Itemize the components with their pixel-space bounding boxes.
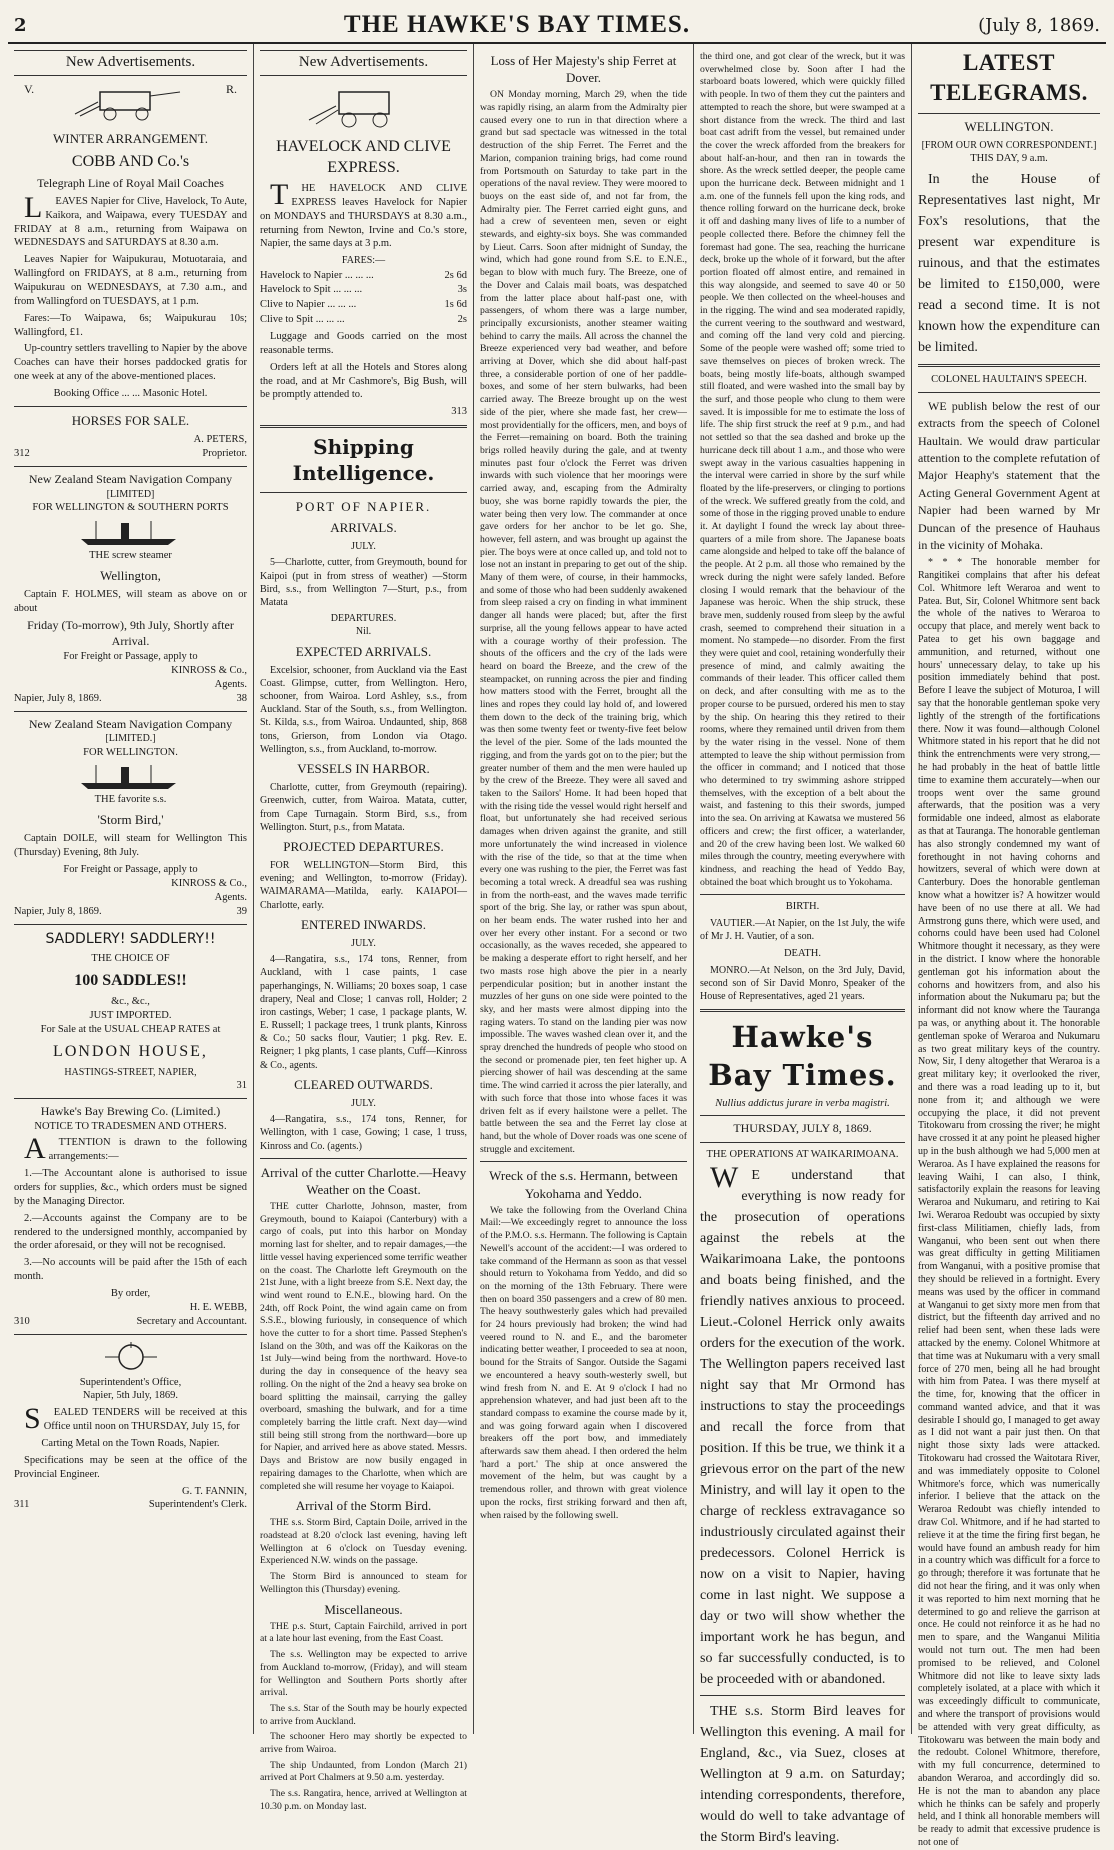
crest-letter-r: R. — [225, 81, 237, 96]
proprietor-label: Proprietor. — [202, 447, 247, 459]
kinross-2: KINROSS & Co., — [171, 877, 247, 889]
steamer-icon — [76, 761, 186, 791]
screw-steamer: THE screw steamer — [89, 549, 172, 561]
column-4 — [694, 44, 912, 1846]
storm-bird-text-2: The Storm Bird is announced to steam for Wellington this (Thursday) evening. — [260, 1571, 467, 1595]
masthead — [8, 8, 1106, 44]
crest-letter-v: V. — [24, 81, 35, 96]
harbor-list: Charlotte, cutter, from Greymouth (repairing). Greenwich, cutter, from Wairoa. Matata, cutter, from Cape Turnagain. Storm Bird, s.s., from Wellington. Sturt, p.s., from Matata. — [260, 782, 467, 833]
operations-editorial: WE understand that everything is now ready for the prosecution of operations against the rebels at the Waikarimoana Lake, the pontoons and boats being finished, and the friendly natives anxious to proceed. Lieut.-Colonel Herrick only awaits orders for the execution of the work. The Wellington papers received last night say that Mr Ormond has instructions to stay the proceedings and recall the force from that position. If this be true, we think it a grievous error on the part of the new Ministry, and will lay it open to the charge of reckless extravagance so industriously circulated against their predecessors. Colonel Herrick is now on a visit to Napier, having come in last night. We suppose a day or two will show whether the important work he has begun, and so far successfully conducted, is to be proceeded with or abandoned. — [700, 1161, 905, 1688]
column-2 — [254, 44, 474, 1812]
choice-of: THE CHOICE OF — [91, 953, 170, 965]
ad-number: 313 — [451, 406, 467, 418]
fare-row — [260, 313, 467, 327]
limited-2: [LIMITED.] — [105, 733, 156, 745]
section-header: New Advertisements. — [14, 50, 247, 76]
carting-metal: Carting Metal on the Town Roads, Napier. — [41, 1438, 220, 1450]
london-house: LONDON HOUSE, — [53, 1042, 208, 1060]
projected-heading: PROJECTED DEPARTURES. — [283, 838, 444, 854]
fare-route: Havelock to Napier ... ... ... — [260, 269, 374, 281]
ad-number: 38 — [236, 692, 247, 704]
napier-date-1: Napier, July 8, 1869. — [14, 692, 102, 704]
freight-1: For Freight or Passage, apply to — [63, 651, 198, 663]
death-notice: MONRO.—At Nelson, on the 3rd July, David, second son of Sir David Monro, Speaker of the House of Representatives, aged 21 years. — [700, 964, 905, 1002]
attention-notice: ATTENTION is drawn to the following arrangements:— — [24, 1132, 247, 1166]
wellington-heading: WELLINGTON. — [964, 118, 1054, 134]
hastings-street: HASTINGS-STREET, NAPIER, — [64, 1066, 197, 1078]
secretary-title: Secretary and Accountant. — [136, 1315, 247, 1327]
tenders-notice: SEALED TENDERS will be received at this Office until noon on THURSDAY, July 15, for — [24, 1402, 247, 1436]
hermann-title: Wreck of the s.s. Hermann, between Yokohama and Yeddo. — [489, 1168, 678, 1201]
inwards-list: 4—Rangatira, s.s., 174 tons, Renner, from Auckland, with 1 case paints, 1 case paperhangings, N. Williams; 20 boxes soap, 1 case drapery, Neal and Close; 1 canvas roll, Holder; 2 iron castings, Weber; 1 case, 1 package plants, W. E. Russell; 1 package trees, 1 trunk plants, Kinross & Co.; 50 sacks flour, Vautier; 1 pkg. Rev. E. Reigner; 1 pkg plants, 1 case plants, Cuff—Kinross & Co., agents. — [260, 954, 467, 1071]
telegram-text: In the House of Representatives last night, Mr Fox's resolutions, that the present war expenditure is ruinous, and that the estimates be limited to £150,000, were read a second time. It is not known how the expenditure can be limited. — [918, 171, 1100, 355]
nzsn-company-1: New Zealand Steam Navigation Company — [28, 471, 233, 486]
specifications: Specifications may be seen at the office of the Provincial Engineer. — [14, 1454, 247, 1480]
ad-number: 312 — [14, 447, 30, 459]
havelock-title: HAVELOCK AND CLIVE EXPRESS. — [276, 137, 451, 176]
outwards-list: 4—Rangatira, s.s., 174 tons, Renner, for Wellington, with 1 case, Gowing; 1 case, 1 truss, Kinross and Co. (agents.) — [260, 1114, 467, 1152]
cobb-settlers: Up-country settlers travelling to Napier by the above Coaches can have their horses paddocked gratis for one week at any of the above-mentioned places. — [14, 343, 247, 383]
superintendent-office: Superintendent's Office, — [79, 1376, 182, 1388]
doile-notice: Captain DOILE, will steam for Wellington This (Thursday) Evening, 8th July. — [14, 833, 247, 859]
favorite-ss: THE favorite s.s. — [94, 794, 167, 806]
harbor-heading: VESSELS IN HARBOR. — [297, 760, 430, 776]
horses-for-sale: HORSES FOR SALE. — [71, 412, 190, 428]
misc-item: The s.s. Rangatira, hence, arrived at Wellington at 10.30 p.m. on Monday last. — [260, 1788, 467, 1812]
agents-2: Agents. — [214, 891, 247, 903]
crest-icon — [101, 1340, 161, 1374]
ad-number: 31 — [236, 1079, 247, 1091]
limited-1: [LIMITED] — [106, 488, 155, 500]
operations-title: THE OPERATIONS AT WAIKARIMOANA. — [706, 1149, 899, 1161]
superintendent-date: Napier, 5th July, 1869. — [82, 1390, 179, 1402]
etc-text: &c., &c., — [111, 995, 150, 1007]
misc-item: THE p.s. Sturt, Captain Fairchild, arrived in port at a late hour last evening, from the East Coast. — [260, 1620, 467, 1645]
expected-heading: EXPECTED ARRIVALS. — [295, 643, 432, 659]
ferret-article: ON Monday morning, March 29, when the tide was rapidly rising, an alarm from the Admiralty pier caused every one to run in that direction where a grand but sad spectacle was witnessed in the total destruction of the ship Ferret. The Ferret and the Marion, companion training brigs, had come round from Portsmouth on Saturday to take part in the operations of the naval review. They were moored to buoys on the east side of, and not far from, the Admiralty pier. The Ferret carried eight guns, and had a crew of seventeen men, seven or eight stewards, and eighty-six boys. She was commanded by Lieut. Carrs. Soon after midnight of Sunday, the wind, which had gone round from S.E. to E.N.E., began to blow with much fury. The Breeze, one of the Dover and Calais mail boats, was despatched from the latter place about half-past one, with passengers, of whom there was a large number, principally excursionists, another steamer waiting behind to carry the mails. All across the channel the Breeze experienced very bad weather, and before arriving at Dover, which she did about half-past three, a considerable portion of one of her paddle-boxes, and some of her stern bulwarks, had been carried away. The Breeze brought up on the west side of the pier, where she made fast, her crew—most providentially for the officers, men, and boys of the Ferret—remaining on board. Both the training brigs rolled heavily during the gale, and at twenty minutes past four o'clock the Ferret was driven inwards with such violence that her moorings were carried away, and, escaping from the Admiralty buoy, she was borne rapidly towards the pier, the water being then very low. The commander at once gave orders for her anchor to be let go. She, however, fell astern, and was brought up against the pier. The boys were at once called up, and told not to lose not an instant in preparing to get out of the ship. Many of them were, of course, in their hammocks, and some of those who had been suddenly awakened from sleep raised a cry on finding in what imminent danger all hands were placed; but, after the first surprise, all the young fellows appear to have acted with a courage worthy of their profession. The shouts of the officers and the cry of the lads were heard on board the Breeze, and the crew of the steampacket, on running across the pier and finding how matters stood with the Ferret, brought all the lines and ropes they could lay hold of, and lowered them down to the deck of the training brig, which was then some twenty feet or twenty-five feet below the level of the pier. Some of the lads mounted the rigging, and from the yards got on to the pier; but the greater number of them and the men were hauled up by the crew of the Breeze. They were all saved and taken to the Sailors' Home. It had been hoped that with the rising tide the vessel would right herself and float, but unfortunately she had received serious damages when driven against the granite, and still more unfortunately the wind increased in violence with the rise of the tide, so that at the time when every one was rushing to the pier, the Ferret was fast becoming a total wreck. A dreadful sea was rushing in from the north-east, and the waves made terrific sport of the brig. She lay, or rather was spun about, on her beam ends. The water rushed into her and over her every other instant. For a second or two occasionally, as the waves receded, she appeared to be making a desperate effort to right herself, and her two masts rose high above the pier in a nearly perpendicular position; but in another instant the muzzles of her guns on one side were pointed to the sky, and her masts were almost dipping into the raging waters. To stand on the landing pier was now impossible. The waves washed clean over it, and the spray drenched the hundreds of people who stood on the second or promenade pier, ten feet higher up. A piercing shower of hail was descending at the same time. The wind carried it across the pier laterally, and with such force that those into whose faces it was driven felt as if every hailstone were a pellet. The battle between the sea and the Ferret lay close at hand, but the whole of Dover roads was one scene of struggle and excitement. — [480, 89, 687, 1155]
shipping-intelligence: Shipping Intelligence. — [292, 435, 435, 486]
arrangement-2: 2.—Accounts against the Company are to be rendered to the undersigned monthly, accompanied by the order aforesaid, or they will not be recognised. — [14, 1212, 247, 1252]
nzsn-company-2: New Zealand Steam Navigation Company — [28, 716, 233, 731]
notice-tradesmen: NOTICE TO TRADESMEN AND OTHERS. — [34, 1120, 227, 1132]
death-heading: DEATH. — [783, 947, 822, 959]
for-wellington-southern: FOR WELLINGTON & SOUTHERN PORTS — [32, 501, 229, 513]
departures-nil: Nil. — [355, 626, 372, 638]
charlotte-article: THE cutter Charlotte, Johnson, master, from Greymouth, bound to Kaiapoi (Canterbury) with a cargo of coals, put into this harbor on Monday morning last for shelter, and to repair damages,—the little vessel having experienced some terrific weather on the coast. The Charlotte left Greymouth on the 21st June, with a light breeze from S.E. Next day, the wind went round to E.N.E., blowing hard. On the 24th, off Rock Point, the wind again came on from S.S.E., blowing furiously, in consequence of which hove the cutter to for a short time. Passed Stephen's Island on the 30th, and was off the Kaikoras on the 1st July—wind being from the northward. Hove-to during the day in consequence of the heavy sea rolling. On the night of the 2nd a heavy sea broke on board splitting the mainsail, carrying the galley overboard, smashing the bulwark, and for a time completely barring the little craft. Next day—wind still being still strong from the northward—bore up for Napier, and arrived here as above stated. Messrs. Days and Bristow are now busily engaged in repairing damages to the Charlotte, when which are completed she will resume her voyage to Kaiapoi. — [260, 1201, 467, 1492]
misc-item: The schooner Hero may shortly be expected to arrive from Wairoa. — [260, 1731, 467, 1756]
column-5 — [912, 44, 1106, 1848]
saddles-count: 100 SADDLES!! — [74, 971, 187, 989]
freight-2: For Freight or Passage, apply to — [63, 864, 198, 876]
page-number: 2 — [14, 14, 27, 36]
fare-route: Havelock to Spit ... ... ... — [260, 284, 363, 296]
fares-title: FARES:— — [341, 255, 386, 267]
storm-bird-text-1: THE s.s. Storm Bird, Captain Doile, arrived in the roadstead at 8.20 o'clock last evening, having left Wellington at 6 o'clock on Tuesday evening. Experienced N.W. winds on the passage. — [260, 1517, 467, 1567]
saddlery-title: SADDLERY! SADDLERY!! — [45, 930, 216, 947]
birth-heading: BIRTH. — [785, 901, 820, 913]
clerk-title: Superintendent's Clerk. — [148, 1499, 247, 1511]
luggage-note: Luggage and Goods carried on the most reasonable terms. — [260, 330, 467, 356]
misc-item: The ship Undaunted, from London (March 21) arrived at Port Chalmers at 9.50 a.m. yesterday. — [260, 1759, 467, 1784]
newspaper-title: THE HAWKE'S BAY TIMES. — [343, 11, 691, 38]
arrivals-heading: ARRIVALS. — [330, 520, 397, 536]
fare-price: 2s 6d — [444, 269, 467, 281]
kinross-1: KINROSS & Co., — [171, 664, 247, 676]
royal-crest-row — [24, 82, 237, 126]
charlotte-title: Arrival of the cutter Charlotte.—Heavy Weather on the Coast. — [260, 1164, 467, 1197]
storm-bird-notice: THE s.s. Storm Bird leaves for Wellington this evening. A mail for England, &c., via Suez, closes at Wellington at 9 a.m. on Saturday; intending correspondents, therefore, would do well to take advantage of the Storm Bird's leaving. — [700, 1704, 905, 1846]
storm-bird-title: Arrival of the Storm Bird. — [295, 1498, 432, 1514]
section-header: New Advertisements. — [260, 50, 467, 76]
cobb-subtitle: Telegraph Line of Royal Mail Coaches — [37, 176, 224, 191]
coach-illustration-icon — [304, 82, 424, 132]
webb-name: H. E. WEBB, — [189, 1301, 247, 1313]
ad-number: 311 — [14, 1499, 30, 1511]
napier-date-2: Napier, July 8, 1869. — [14, 905, 102, 917]
booking-office: Booking Office ... ... Masonic Hotel. — [53, 388, 208, 400]
fannin-name: G. T. FANNIN, — [181, 1485, 247, 1497]
brewing-company: Hawke's Bay Brewing Co. (Limited.) — [40, 1103, 221, 1118]
speech-intro: WE publish below the rest of our extracts from the speech of Colonel Haultain. We would draw particular attention to the complete refutation of Major Heaphy's statement that the Acting General Government Agent at Napier had been warned by Mr Duncan of the presence of Hauhaus in the vicinity of Mohaka. — [918, 398, 1100, 552]
by-order: By order, — [110, 1288, 151, 1299]
latest-telegrams-title: LATEST TELEGRAMS. — [918, 48, 1100, 114]
paper-title: Hawke's Bay Times. — [708, 1020, 897, 1093]
birth-notice: VAUTIER.—At Napier, on the 1st July, the wife of Mr J. H. Vautier, of a son. — [700, 918, 905, 943]
fares-table — [260, 269, 467, 327]
fare-row — [260, 283, 467, 297]
fare-row — [260, 298, 467, 312]
friday-sailing: Friday (To-morrow), 9th July, Shortly after Arrival. — [27, 618, 234, 649]
fare-price: 1s 6d — [444, 299, 467, 311]
speech-title: COLONEL HAULTAIN'S SPEECH. — [931, 373, 1087, 385]
orders-note: Orders left at all the Hotels and Stores along the road, and at Mr Cashmore's, Big Bush, will be promptly attended to. — [260, 361, 467, 401]
fare-price: 2s — [457, 314, 467, 326]
july-label: JULY. — [351, 1097, 376, 1109]
this-day: THIS DAY, 9 a.m. — [970, 153, 1048, 165]
ad-number: 310 — [14, 1315, 30, 1327]
port-of-napier: PORT OF NAPIER. — [295, 498, 432, 514]
cobb-schedule-1: LEAVES Napier for Clive, Havelock, To Aute, Kaikora, and Waipawa, every TUESDAY and FRIDAY at 8 a.m., returning from Waipawa on WEDNESDAYS and SATURDAYS at 8.30 a.m. — [14, 190, 247, 249]
speech-text: * * * The honorable member for Rangitikei complains that after his defeat Col. Whitmore left Weraroa and went to Patea. But, Sir, Colonel Whitmore sent back the whole of the natives to Weraroa to occupy that place, and merely went back to Patea to get his own baggage and ammunition, and returned, without one hours' unnecessary delay, to take up his position immediately behind that post. Before I leave the subject of Moturoa, I will say that the honorable gentleman spoke very lightly of the strength of the fortifications there. Now it was found—although Colonel Whitmore stated in his report that he did not think the entrenchments were very strong,—he had probably in the heat of battle little time to examine them accurately—when our troops went over the same ground afterwards, that the position was a very formidable one indeed, almost as elaborate as that at Tauranga. The honorable gentleman has also strongly condemned my want of forethought in not having cohorns and howitzers, several of which were down at Canterbury. Does the honorable gentleman know what a howitzer is? A howitzer would have been of no use there at all. We had Armstrong guns there, which were used, and cohorns could have been used had Colonel Whitmore thought it necessary, as they were in the district. I know where the honorable gentleman got his information about the cohorns and howitzers from, and also his information about the Nukumaru pa; but the informant did not know where the Tauranga pa was, or anything about it. The honorable gentleman spoke of Weraroa and Nukumaru as two great military keys of the country. Now, Sir, I deny altogether that Weraroa is a great military key; it overlooked the river, and there was a road leading up to it, but none from it; and although we were occupying the place, it did not prevent Titokowaru from crossing the river; he might have crossed it at any point he pleased higher up in the bush although we had 5,000 men at Weraroa. As I have explained the reasons for leaving Waihi, I can also, I think, satisfactorily explain the reasons for leaving Weraroa and Nukumaru, and retiring to Kai Iwi. Weraroa Redoubt was occupied by sixty first-class Militiamen, chiefly lads, from Wanganui, who been sent out when there was great difficulty in getting Militiamen from Wanganui, with a positive promise that they should be relieved in a fortnight. Every means was used by the officer in command at Wanganui to get sixty more men from that district, but the fifteenth day arrived and no relief had been sent, when these lads were attacked by the enemy. Colonel Whitmore at that time was at Nukumaru with a very small force of 270 men, being all he had brought with him from Patea. I was there myself at the time, for, knowing that the officer in command wanted advice, and that it was desirable I should go, I managed to get away as I did not want a pair just then. On that night those sixty lads were attacked. Titokowaru had crossed the Waitotara River, and was immediately opposite to Colonel Whitmore's force, which was numerically inferior. I believe that the attack on the Weraroa Redoubt was chiefly intended to draw Col. Whitmore, and if he had started to relieve it at the time the firing first began, he would have found an ambush ready for him in a country which was difficult for a force to go through; therefore it was fortunate that he did not hear the firing, and it was only when it was reported to him next morning that he determined to go and relieve the garrison at once. He could not reinforce it as he had no men to spare, and the Wanganui Militia would not turn out. The men had been promised to be relieved, and Colonel Whitmore did not like to leave sixty lads completely isolated, at a place with which it was exceedingly difficult to communicate, and where the transport of provisions would be attended with very great difficulty, as Titokowaru was between the main body and the redoubt. Colonel Whitmore, therefore, with my full concurrence, determined to abandon Weraroa, and accordingly did so. He is not the man to abandon any place which he thinks can be safely and properly held, and I think all honorable members will be ready to admit that excessive prudence is not one of — [918, 557, 1100, 1848]
miscellaneous-title: Miscellaneous. — [324, 1601, 403, 1617]
agents-1: Agents. — [214, 678, 247, 690]
column-3 — [474, 44, 694, 1734]
just-imported: JUST IMPORTED. — [89, 1009, 172, 1021]
cobb-title: COBB AND Co.'s — [71, 152, 190, 170]
coach-illustration-icon — [70, 84, 190, 124]
ferret-title: Loss of Her Majesty's ship Ferret at Dover. — [490, 53, 677, 86]
cobb-schedule-2: Leaves Napier for Waipukurau, Motuotaraia, and Wallingford on FRIDAYS, at 8 a.m., returning from Waipukurau on WEDNESDAYS, at 7.30 a.m., and from Wallingford on TUESDAYS, at 1 p.m. — [14, 254, 247, 307]
for-wellington: FOR WELLINGTON. — [83, 746, 178, 758]
columns — [8, 44, 1106, 1848]
fare-row — [260, 269, 467, 283]
projected-list: FOR WELLINGTON—Storm Bird, this evening; and Wellington, to-morrow (Friday). WAIMARAMA—Matilda, early. KAIAPOI—Charlotte, early. — [260, 860, 467, 911]
column-1 — [8, 44, 254, 1734]
winter-arrangement: WINTER ARRANGEMENT. — [52, 130, 209, 146]
correspondent-label: [FROM OUR OWN CORRESPONDENT.] — [921, 139, 1097, 151]
cobb-fares: Fares:—To Waipawa, 6s; Waipukurau 10s; Wallingford, £1. — [14, 312, 247, 338]
outwards-heading: CLEARED OUTWARDS. — [294, 1076, 433, 1092]
issue-date: (July 8, 1869. — [978, 14, 1100, 36]
arrivals-list: 5—Charlotte, cutter, from Greymouth, bound for Kaipoi (put in from stress of weather) —Storm Bird, s.s., from Wellington 7—Sturt, p.s., from Matata — [260, 557, 467, 608]
misc-item: The s.s. Star of the South may be hourly expected to arrive from Auckland. — [260, 1702, 467, 1727]
misc-item: The s.s. Wellington may be expected to arrive from Auckland to-morrow, (Friday), and will steam for Wellington and Southern Ports shortly after arrival. — [260, 1649, 467, 1699]
july-label: JULY. — [351, 541, 376, 553]
editorial-date: THURSDAY, JULY 8, 1869. — [733, 1121, 872, 1136]
steamer-icon — [76, 517, 186, 547]
departures-heading: DEPARTURES. — [330, 613, 397, 625]
ad-number: 39 — [236, 905, 247, 917]
holmes-notice: Captain F. HOLMES, will steam as above on or about — [14, 588, 247, 614]
july-label: JULY. — [351, 937, 376, 949]
expected-list: Excelsior, schooner, from Auckland via the East Coast. Glimpse, cutter, from Wellington. Hero, schooner, from Wairoa. Lord Ashley, s.s., from Auckland. Star of the South, s.s., from Wellington. St. Kilda, s.s., from Wairoa. Undaunted, ship, 868 tons, Grierson, from London via Otago. Wellington, s.s., from Auckland, to-morrow. — [260, 664, 467, 755]
fare-price: 3s — [457, 284, 467, 296]
havelock-schedule: THE HAVELOCK AND CLIVE EXPRESS leaves Havelock for Napier on MONDAYS and THURSDAYS at 8.30 a.m., returning from Newton, Irvine and Co.'s store, Napier, the same days at 3 p.m. — [260, 178, 467, 250]
fare-route: Clive to Spit ... ... ... — [260, 314, 345, 326]
for-sale-rates: For Sale at the USUAL CHEAP RATES at — [40, 1023, 221, 1035]
fare-route: Clive to Napier ... ... ... — [260, 299, 357, 311]
arrangement-3: 3.—No accounts will be paid after the 15th of each month. — [14, 1257, 247, 1283]
peters-name: A. PETERS, — [193, 434, 247, 446]
paper-motto: Nullius addictus jurare in verba magistri. — [715, 1097, 890, 1109]
arrangement-1: 1.—The Accountant alone is authorised to issue orders for supplies, &c., which orders must be signed by the Managing Director. — [14, 1168, 247, 1207]
hermann-article: We take the following from the Overland China Mail:—We exceedingly regret to announce the loss of the P.M.O. s.s. Hermann. The following is Captain Newell's account of the accident:—I was ordered to take command of the Hermann as soon as that vessel should return to Yokohama from Yeddo, and did so on the morning of the 13th February. There were then on board 350 passengers and a crew of 80 men. The heavy southwesterly gales which had prevailed for 24 hours previously had broken; the wind had veered round to N. and E., and the barometer indicating better weather, I proceeded to sea at noon, bound for the Straits of Sangor. Outside the Sagami we encountered a heavy south-westerly swell, but wind fresh from N. and E. At 9 o'clock I had no apprehension whatever, and had just been aft to the standard compass to examine the course made by it, and was going forward again when I discovered breakers off the port bow, and immediately afterwards saw them ahead. I then ordered the helm 'hard a port.' The ship at once answered the movement of the helm, but was caught by a tremendous roller, and thrown with great violence upon the rocks, first striking forward and then aft, when raised by the following swell. — [480, 1204, 687, 1521]
ship-storm-bird: 'Storm Bird,' — [97, 812, 164, 828]
hermann-continued: the third one, and got clear of the wreck, but it was overwhelmed close by. Soon after I had the starboard boats lowered, which were quickly filled with people. In two of them they cut the painters and attempted to reach the shore, but were swamped at a short distance from the wreck. The third and last boat cast adrift from the vessel, but remained under the cover the wreck afforded from the breakers for about half-an-hour, and then ran in towards the shore. As the wreck settled deeper, the people came upon the hurricane deck. Between midnight and 1 a.m. one of the funnels fell upon the king rods, and thence rolling forward on the hurricane deck, broke it off and dashing many lives of life to a number of people collected there. Before the chimney fell the foremast had gone. The sea, reaching the hurricane deck, broke up the whole of it forward, but the after portion floated off almost entire, and remained in this way alongside, and seemed to save 40 or 50 people. We then collected on the wheel-houses and in the rigging. The wind and sea moderated rapidly, the current veering to the southward and westward, and coming off the land very cold and piercing. Some of the people were washed off; some tried to save themselves on pieces of broken wreck. The boats, being mostly life-boats, although swamped still floated, and were washed into the small bay by the surf, and those people who clung to them were saved. It is impossible for me to estimate the loss of life. The ship first struck the reef at 9 p.m., and had not settled so that the sea dashed and broke up the hurricane deck till about 1 a.m., and those who were swept away in the various casualties happening in the interval were carried in shore by the surf while floated by the life-preservers, or clinging to portions of the wreck. We suffered greatly from the cold, and some of those in the rigging proved unable to endure it. At daylight I found the wreck lay about three-quarters of a mile from shore. The Japanese boats came alongside and helped to take off the balance of the people. At 2 p.m. all those who remained by the wreck during the night were safely landed. Before closing I would remark that the behaviour of the Japanese was heroic. When the ship struck, these brave men, suddenly roused from sleep by the awful crash, seemed to comprehend their situation in a moment. No stampede—no disorder. From the first they were quiet and cool, retaining wonderfully their presence of mind, and calmly awaiting the commands of their leader. This officer called them on deck, and after consulting with me as to the proper course to be pursued, ordered his men to stay by the ship. On hearing this they retired to their rooms, where they remained until driven from them by the water rising in the vessel. None of them attempted to leave the ship without permission from the officer in command; and I noticed that those who determined to try swimming ashore stripped themselves, with the exception of a belt about the waist, and fastening to this their swords, jumped into the sea. On arriving at Kawatsa we mustered 56 officers and crew; the first officer, a waterlander, and 20 of the crew having been lost. We walked 60 miles through the country, meeting everywhere with kindness, and reaching the head of Yeddo Bay, obtained the boat which brought us to Yokohama. — [700, 51, 905, 888]
inwards-heading: ENTERED INWARDS. — [301, 916, 426, 932]
ship-wellington: Wellington, — [100, 567, 161, 583]
